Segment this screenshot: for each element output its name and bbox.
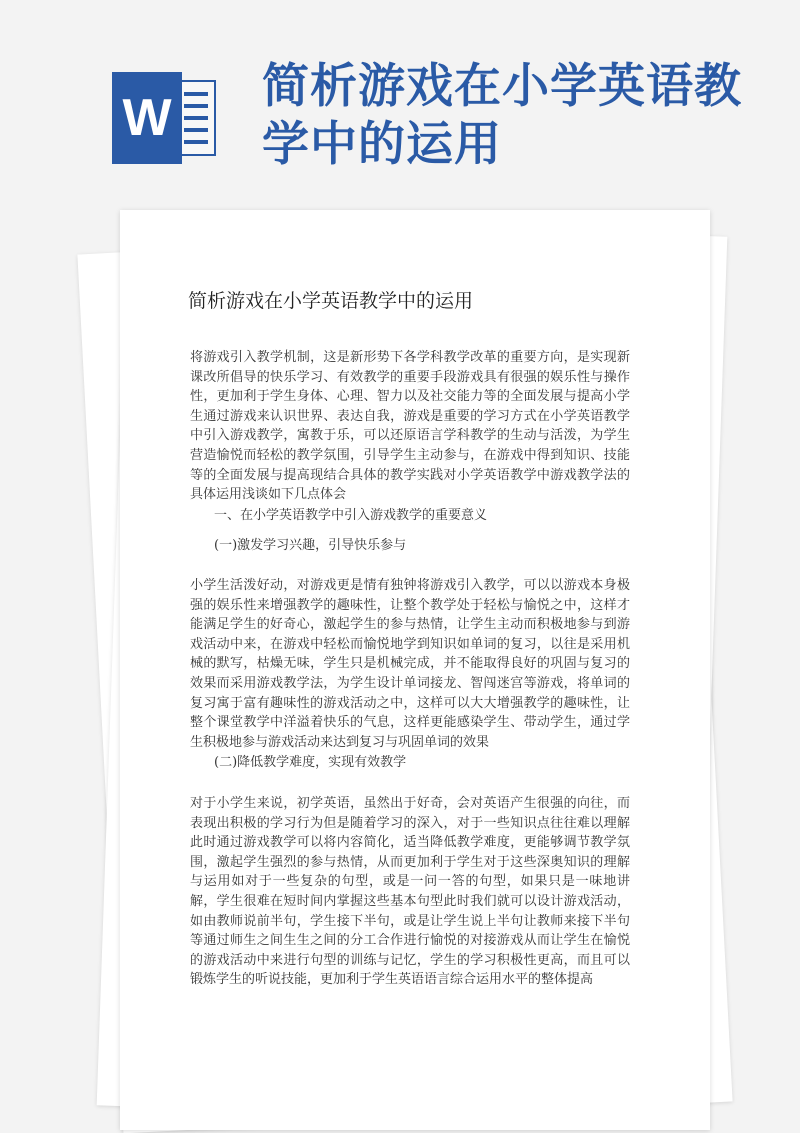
paragraph-intro: 将游戏引入教学机制，这是新形势下各学科教学改革的重要方向，是实现新课改所倡导的快乐学习、有效教学的重要手段游戏具有很强的娱乐性与操作性，更加利于学生身体、心理、智力以及社交能力等的全面发展与提高小学生通过游戏来认识世界、表达自我，游戏是重要的学习方式在小学英语教学中引入游戏教学，寓教于乐，可以还原语言学科教学的生动与活泼，为学生营造愉悦而轻松的教学氛围，引导学生主动参与，在游戏中得到知识、技能等的全面发展与提高现结合具体的教学实践对小学英语教学中游戏教学法的具体运用浅谈如下几点体会 (190, 350, 630, 503)
section-heading: 一、在小学英语教学中引入游戏教学的重要意义 (214, 508, 488, 523)
document-page (120, 210, 710, 1130)
paragraph-interest: 小学生活泼好动，对游戏更是情有独钟将游戏引入教学，可以以游戏本身极强的娱乐性来增强教学的趣味性，让整个教学处于轻松与愉悦之中，这样才能满足学生的好奇心，激起学生的参与热情，让学生主动而积极地参与到游戏活动中来，在游戏中轻松而愉悦地学到知识如单词的复习，以往是采用机械的默写，枯燥无味，学生只是机械完成，并不能取得良好的巩固与复习的效果而采用游戏教学法，为学生设计单词接龙、智闯迷宫等游戏，将单词的复习寓于富有趣味性的游戏活动之中，这样可以大大增强教学的趣味性，让整个课堂教学中洋溢着快乐的气息，这样更能感染学生、带动学生，通过学生积极地参与游戏活动来达到复习与巩固单词的效果 (190, 578, 630, 750)
word-icon-letter: W (112, 72, 182, 164)
document-title: 简析游戏在小学英语教学中的运用 (188, 290, 474, 312)
paragraph-difficulty: 对于小学生来说，初学英语，虽然出于好奇，会对英语产生很强的向往，而表现出积极的学习行为但是随着学习的深入，对于一些知识点往往难以理解此时通过游戏教学可以将内容简化，适当降低教学难度，更能够调节教学氛围，激起学生强烈的参与热情，从而更加利于学生对于这些深奥知识的理解与运用如对于一些复杂的句型，或是一问一答的句型，如果只是一味地讲解，学生很难在短时间内掌握这些基本句型此时我们就可以设计游戏活动，如由教师说前半句，学生接下半句，或是让学生说上半句让教师来接下半句等通过师生之间生生之间的分工合作进行愉悦的对接游戏从而让学生在愉悦的游戏活动中来进行句型的训练与记忆，学生的学习积极性更高，而且可以锻炼学生的听说技能，更加利于学生英语语言综合运用水平的整体提高 (190, 796, 630, 988)
subsection-heading: (一)激发学习兴趣，引导快乐参与 (214, 538, 407, 553)
subsection-heading: (二)降低教学难度，实现有效教学 (214, 755, 407, 770)
word-document-icon (112, 72, 220, 164)
header (0, 0, 800, 215)
banner-title: 简析游戏在小学英语教学中的运用 (262, 59, 742, 172)
